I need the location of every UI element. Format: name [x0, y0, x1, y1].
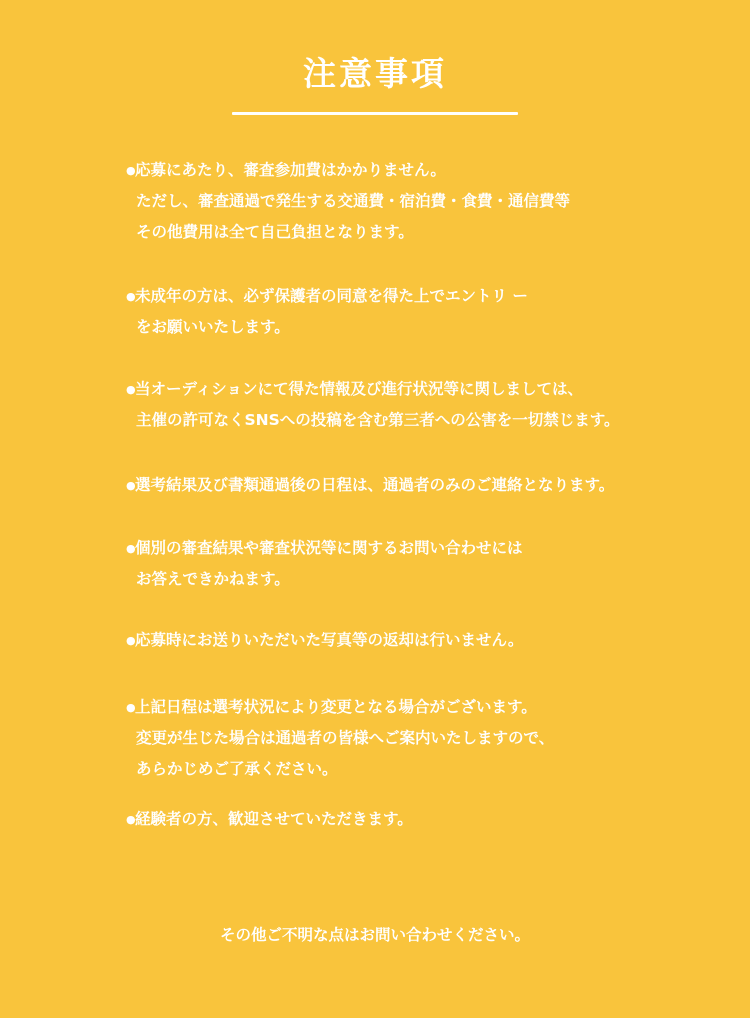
note-text: 主催の許可なくSNSへの投稿を含む第三者への公害を一切禁じます。	[136, 411, 620, 429]
note-text: 個別の審査結果や審査状況等に関するお問い合わせには	[135, 539, 523, 557]
note-text: 変更が生じた場合は通過者の皆様へご案内いたしますので、	[136, 729, 555, 747]
note-text: その他費用は全て自己負担となります。	[136, 223, 414, 241]
note-text: をお願いいたします。	[136, 318, 290, 336]
note-item	[126, 470, 706, 501]
title-underline	[232, 112, 518, 115]
page-title: 注意事項	[303, 54, 447, 93]
bullet-icon: ●	[126, 164, 136, 177]
bullet-icon: ●	[126, 542, 136, 555]
note-item	[126, 804, 706, 835]
footer-contact-note: その他ご不明な点はお問い合わせください。	[219, 926, 530, 944]
note-text: 選考結果及び書類通過後の日程は、通過者のみのご連絡となります。	[135, 476, 615, 494]
note-item	[126, 374, 706, 436]
note-text: お答えできかねます。	[136, 570, 290, 588]
note-text: 応募にあたり、審査参加費はかかりません。	[135, 161, 446, 179]
bullet-icon: ●	[126, 634, 136, 647]
bullet-icon: ●	[126, 383, 136, 396]
bullet-icon: ●	[126, 813, 136, 826]
note-text: あらかじめご了承ください。	[136, 760, 338, 778]
note-item	[126, 281, 706, 343]
bullet-icon: ●	[126, 701, 136, 714]
note-text: 経験者の方、歓迎させていただきます。	[135, 810, 413, 828]
note-item	[126, 533, 706, 595]
note-text: 当オーディションにて得た情報及び進行状況等に関しましては、	[135, 380, 583, 398]
note-text: 未成年の方は、必ず保護者の同意を得た上でエントリ ー	[135, 287, 528, 305]
note-item	[126, 625, 706, 656]
note-text: ただし、審査通過で発生する交通費・宿泊費・食費・通信費等	[136, 192, 571, 210]
bullet-icon: ●	[126, 290, 136, 303]
note-text: 上記日程は選考状況により変更となる場合がございます。	[135, 698, 537, 716]
note-item	[126, 692, 706, 785]
note-text: 応募時にお送りいただいた写真等の返却は行いません。	[135, 631, 524, 649]
bullet-icon: ●	[126, 479, 136, 492]
note-item	[126, 155, 706, 248]
